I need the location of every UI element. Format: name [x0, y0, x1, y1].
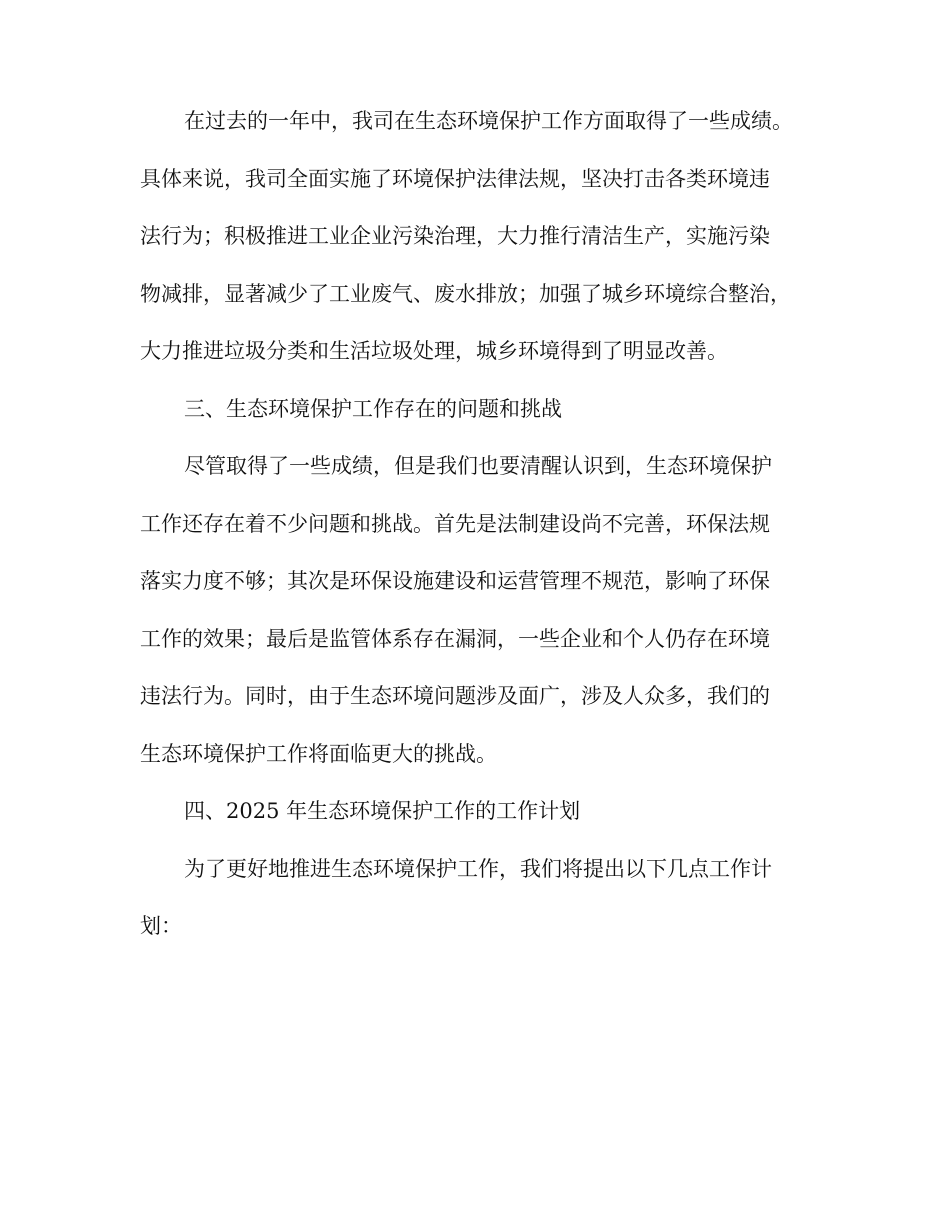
paragraph-achievements-line-3: 法行为；积极推进工业企业污染治理，大力推行清洁生产，实施污染	[140, 224, 770, 248]
paragraph-problems-line-5: 违法行为。同时，由于生态环境问题涉及面广，涉及人众多，我们的	[140, 684, 770, 708]
section-heading-problems: 三、生态环境保护工作存在的问题和挑战	[184, 396, 562, 421]
paragraph-achievements-line-1: 在过去的一年中，我司在生态环境保护工作方面取得了一些成绩。	[184, 109, 793, 133]
paragraph-problems-line-6: 生态环境保护工作将面临更大的挑战。	[140, 741, 497, 766]
paragraph-problems-line-3: 落实力度不够；其次是环保设施建设和运营管理不规范，影响了环保	[140, 569, 770, 593]
section-heading-plan: 四、2025 年生态环境保护工作的工作计划	[184, 799, 581, 823]
paragraph-achievements-line-4: 物减排，显著减少了工业废气、废水排放；加强了城乡环境综合整治，	[140, 281, 791, 306]
paragraph-plan-line-1: 为了更好地推进生态环境保护工作，我们将提出以下几点工作计	[184, 856, 772, 881]
paragraph-achievements-line-5: 大力推进垃圾分类和生活垃圾处理，城乡环境得到了明显改善。	[140, 339, 728, 363]
paragraph-problems-line-1: 尽管取得了一些成绩，但是我们也要清醒认识到，生态环境保护	[184, 454, 772, 478]
paragraph-problems-line-2: 工作还存在着不少问题和挑战。首先是法制建设尚不完善，环保法规	[140, 511, 770, 536]
paragraph-problems-line-4: 工作的效果；最后是监管体系存在漏洞，一些企业和个人仍存在环境	[140, 626, 770, 651]
document-body	[140, 99, 840, 962]
paragraph-achievements-line-2: 具体来说，我司全面实施了环境保护法律法规，坚决打击各类环境违	[140, 166, 770, 191]
paragraph-plan-line-2: 划：	[140, 914, 182, 938]
